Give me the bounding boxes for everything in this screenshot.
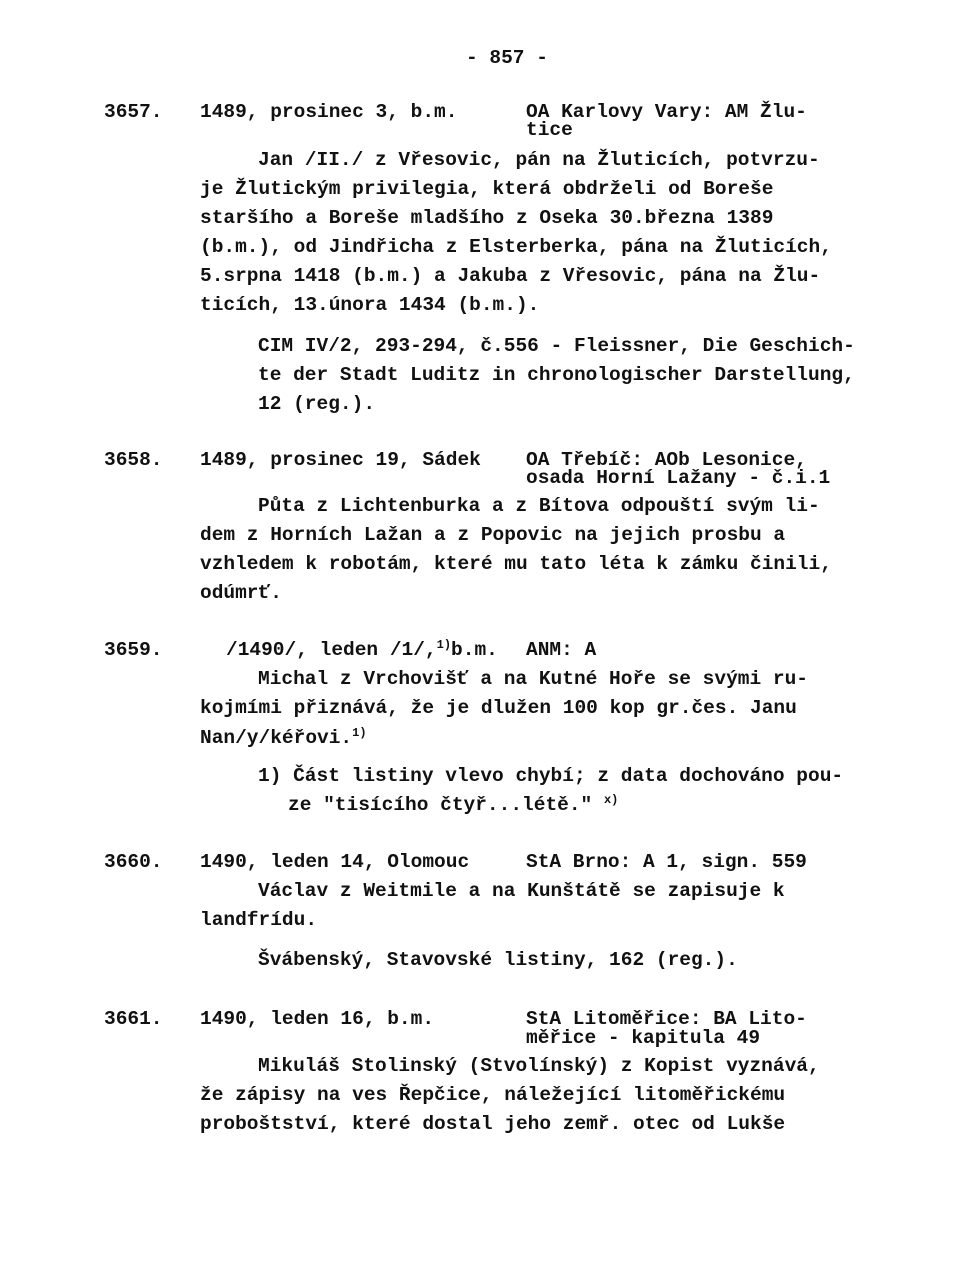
entry-place: b.m. [451,639,498,661]
footnote-marker: 1) [436,638,452,652]
entry-archive: měřice - kapitula 49 [526,1027,761,1049]
entry-date-place: 1489, prosinec 19, Sádek [200,449,481,471]
entry-number: 3659. [104,639,163,661]
footnote-line [288,793,618,817]
footnote-marker: 1) [352,726,367,740]
entry-text-line: kojmími přiznává, že je dlužen 100 kop gr.čes. Janu [200,697,797,719]
footnote-text: ze "tisícího čtyř...létě." [288,794,593,816]
entry-date-place: 1490, leden 14, Olomouc [200,851,470,873]
entry-text-line: odúmrť. [200,582,282,604]
entry-date-place [226,638,498,662]
entry-text-line: staršího a Boreše mladšího z Oseka 30.března 1389 [200,207,774,229]
entry-number: 3657. [104,101,163,123]
entry-text-line: vzhledem k robotám, které mu tato léta k zámku činili, [200,553,832,575]
entry-date-place: 1489, prosinec 3, b.m. [200,101,458,123]
entry-date: /1490/, leden /1/, [226,639,437,661]
entry-reference-line: te der Stadt Luditz in chronologischer Darstellung, [258,364,855,386]
entry-reference-line: CIM IV/2, 293-294, č.556 - Fleissner, Die Geschich- [258,335,855,357]
entry-text-line: proboštství, které dostal jeho zemř. otec od Lukše [200,1113,786,1135]
entry-text-line: (b.m.), od Jindřicha z Elsterberka, pána na Žluticích, [200,236,832,258]
footnote-mark: x) [603,793,619,807]
entry-text-line: landfrídu. [200,909,318,931]
entry-archive: ANM: A [526,639,597,661]
entry-text-line: Michal z Vrchovišť a na Kutné Hoře se svými ru- [258,668,808,690]
entry-text-line: ticích, 13.února 1434 (b.m.). [200,294,540,316]
entry-text-line: Půta z Lichtenburka a z Bítova odpouští svým li- [258,495,820,517]
entry-text-line: Jan /II./ z Vřesovic, pán na Žluticích, potvrzu- [258,149,820,171]
page-number: - 857 - [466,47,548,69]
entry-archive: StA Litoměřice: BA Lito- [526,1008,807,1030]
entry-number: 3661. [104,1008,163,1030]
entry-text-line: 5.srpna 1418 (b.m.) a Jakuba z Vřesovic, pána na Žlu- [200,265,821,287]
entry-text-line: že zápisy na ves Řepčice, náležející litoměřickému [200,1084,786,1106]
entry-archive: osada Horní Lažany - č.i.1 [526,467,831,489]
footnote-line: 1) Část listiny vlevo chybí; z data dochováno pou- [258,765,844,787]
entry-text-line: dem z Horních Lažan a z Popovic na jejich prosbu a [200,524,786,546]
entry-text-line: Václav z Weitmile a na Kunštátě se zapisuje k [258,880,785,902]
entry-archive: tice [526,119,573,141]
entry-reference-line: Švábenský, Stavovské listiny, 162 (reg.). [258,949,738,971]
entry-number: 3660. [104,851,163,873]
entry-reference-line: 12 (reg.). [258,393,376,415]
entry-archive: OA Karlovy Vary: AM Žlu- [526,101,807,123]
entry-text-last: Nan/y/kéřovi. [200,727,353,749]
entry-text-line: je Žlutickým privilegia, která obdrželi od Boreše [200,178,774,200]
entry-archive: StA Brno: A 1, sign. 559 [526,851,807,873]
entry-text-line [200,726,367,750]
entry-text-line: Mikuláš Stolinský (Stvolínský) z Kopist vyznává, [258,1055,820,1077]
entry-number: 3658. [104,449,163,471]
entry-archive: OA Třebíč: AOb Lesonice, [526,449,807,471]
entry-date-place: 1490, leden 16, b.m. [200,1008,435,1030]
